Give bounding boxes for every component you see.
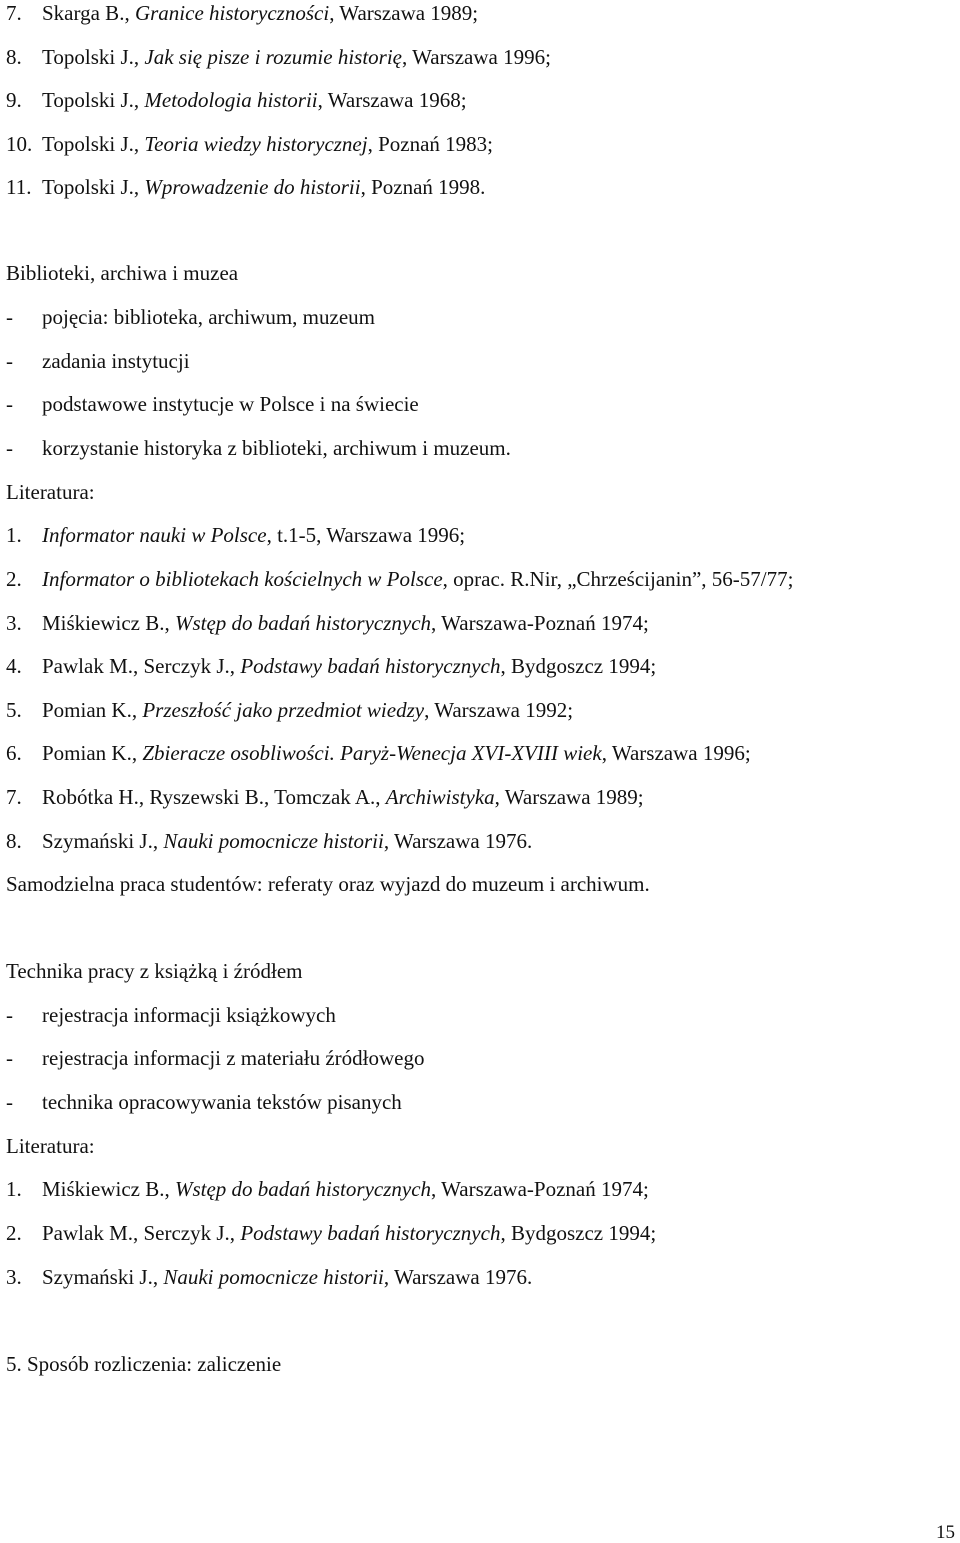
item-number: 9. bbox=[6, 88, 22, 112]
bullet-item: - technika opracowywania tekstów pisanych bbox=[6, 1090, 402, 1114]
bullet-item: - rejestracja informacji z materiału źródłowego bbox=[6, 1046, 425, 1070]
literature-item: 6. Pomian K., Zbieracze osobliwości. Paryż-Wenecja XVI-XVIII wiek, Warszawa 1996; bbox=[6, 741, 751, 765]
bullet-item: - korzystanie historyka z biblioteki, archiwum i muzeum. bbox=[6, 436, 511, 460]
literature-item: 4. Pawlak M., Serczyk J., Podstawy badań historycznych, Bydgoszcz 1994; bbox=[6, 654, 657, 678]
bullet-item: - pojęcia: biblioteka, archiwum, muzeum bbox=[6, 305, 375, 329]
settlement-method: 5. Sposób rozliczenia: zaliczenie bbox=[6, 1352, 282, 1376]
literature-item: 8. Szymański J., Nauki pomocnicze historii, Warszawa 1976. bbox=[6, 829, 533, 853]
bullet-item: - podstawowe instytucje w Polsce i na świecie bbox=[6, 392, 419, 416]
literature-item: 3. Szymański J., Nauki pomocnicze historii, Warszawa 1976. bbox=[6, 1265, 533, 1289]
section-heading: Technika pracy z książką i źródłem bbox=[6, 959, 303, 983]
literature-label: Literatura: bbox=[6, 480, 95, 504]
reference-item: 9. Topolski J., Metodologia historii, Warszawa 1968; bbox=[6, 88, 467, 112]
reference-item: 10. Topolski J., Teoria wiedzy historycznej, Poznań 1983; bbox=[6, 132, 493, 156]
literature-item: 7. Robótka H., Ryszewski B., Tomczak A., Archiwistyka, Warszawa 1989; bbox=[6, 785, 644, 809]
literature-item: 1. Informator nauki w Polsce, t.1-5, Warszawa 1996; bbox=[6, 523, 466, 547]
literature-item: 1. Miśkiewicz B., Wstęp do badań historycznych, Warszawa-Poznań 1974; bbox=[6, 1177, 649, 1201]
item-number: 7. bbox=[6, 1, 22, 25]
literature-item: 3. Miśkiewicz B., Wstęp do badań historycznych, Warszawa-Poznań 1974; bbox=[6, 611, 649, 635]
reference-item: 8. Topolski J., Jak się pisze i rozumie historię, Warszawa 1996; bbox=[6, 45, 551, 69]
page-number: 15 bbox=[936, 1522, 955, 1543]
item-number: 10. bbox=[6, 132, 33, 156]
bullet-item: - rejestracja informacji książkowych bbox=[6, 1003, 336, 1027]
reference-item: 11. Topolski J., Wprowadzenie do historii, Poznań 1998. bbox=[6, 175, 486, 199]
section-note: Samodzielna praca studentów: referaty oraz wyjazd do muzeum i archiwum. bbox=[6, 872, 650, 896]
item-number: 11. bbox=[6, 175, 32, 199]
item-number: 8. bbox=[6, 45, 22, 69]
literature-label: Literatura: bbox=[6, 1134, 95, 1158]
literature-item: 2. Informator o bibliotekach kościelnych w Polsce, oprac. R.Nir, „Chrześcijanin”, 56-57/77; bbox=[6, 567, 794, 591]
bullet-item: - zadania instytucji bbox=[6, 349, 190, 373]
literature-item: 2. Pawlak M., Serczyk J., Podstawy badań historycznych, Bydgoszcz 1994; bbox=[6, 1221, 657, 1245]
literature-item: 5. Pomian K., Przeszłość jako przedmiot wiedzy, Warszawa 1992; bbox=[6, 698, 574, 722]
section-heading: Biblioteki, archiwa i muzea bbox=[6, 261, 239, 285]
reference-item: 7. Skarga B., Granice historyczności, Warszawa 1989; bbox=[6, 1, 479, 25]
